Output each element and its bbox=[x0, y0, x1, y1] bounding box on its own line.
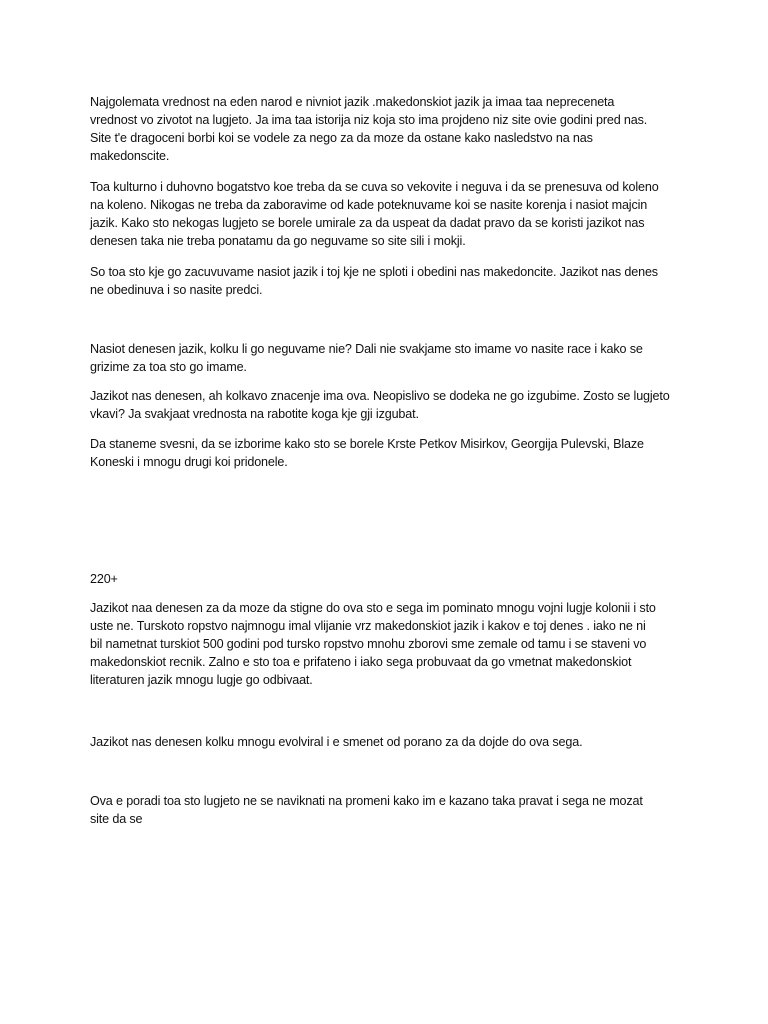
paragraph-10 bbox=[90, 792, 676, 828]
paragraph-line: vrednost vo zivotot na lugjeto. Ja ima taa istorija niz koja sto ima projdeno niz site ovie godini pred nas. bbox=[90, 113, 648, 127]
paragraph-line: denesen taka nie treba ponatamu da go neguvame so site sili i mokji. bbox=[90, 234, 466, 248]
paragraph-line: 220+ bbox=[90, 572, 118, 586]
paragraph-1 bbox=[90, 93, 676, 165]
document-page bbox=[90, 0, 676, 1024]
paragraph-line: Jazikot naa denesen za da moze da stigne do ova sto e sega im pominato mnogu vojni lugje kolonii i sto bbox=[90, 601, 656, 615]
paragraph-3 bbox=[90, 263, 676, 299]
paragraph-7 bbox=[90, 570, 676, 588]
paragraph-line: Toa kulturno i duhovno bogatstvo koe treba da se cuva so vekovite i neguva i da se prenesuva od koleno bbox=[90, 180, 659, 194]
paragraph-line: Jazikot nas denesen kolku mnogu evolviral i e smenet od porano za da dojde do ova sega. bbox=[90, 735, 583, 749]
paragraph-line: uste ne. Turskoto ropstvo najmnogu imal vlijanie vrz makedonskiot jazik i kakov e toj denes . iako ne ni bbox=[90, 619, 646, 633]
paragraph-line: ne obedinuva i so nasite predci. bbox=[90, 283, 263, 297]
paragraph-line: Jazikot nas denesen, ah kolkavo znacenje ima ova. Neopislivo se dodeka ne go izgubime. Zosto se lugjeto bbox=[90, 389, 670, 403]
paragraph-line: na koleno. Nikogas ne treba da zaboravime od kade poteknuvame koi se nasite korenja i nasiot majcin bbox=[90, 198, 648, 212]
paragraph-line: site da se bbox=[90, 812, 143, 826]
paragraph-5 bbox=[90, 387, 676, 423]
paragraph-line: Nasiot denesen jazik, kolku li go neguvame nie? Dali nie svakjame sto imame vo nasite race i kako se bbox=[90, 342, 643, 356]
paragraph-2 bbox=[90, 178, 676, 250]
paragraph-6 bbox=[90, 435, 676, 471]
paragraph-line: Ova e poradi toa sto lugjeto ne se naviknati na promeni kako im e kazano taka pravat i sega ne mozat bbox=[90, 794, 643, 808]
paragraph-line: Da staneme svesni, da se izborime kako sto se borele Krste Petkov Misirkov, Georgija Pulevski, Blaze bbox=[90, 437, 644, 451]
paragraph-9 bbox=[90, 733, 676, 751]
paragraph-line: So toa sto kje go zacuvuvame nasiot jazik i toj kje ne sploti i obedini nas makedoncite. Jazikot nas denes bbox=[90, 265, 658, 279]
paragraph-line: bil nametnat turskiot 500 godini pod tursko ropstvo mnohu zborovi sme zemale od tamu i se staveni vo bbox=[90, 637, 647, 651]
paragraph-line: vkavi? Ja svakjaat vrednosta na rabotite koga kje gji izgubat. bbox=[90, 407, 419, 421]
paragraph-line: makedonscite. bbox=[90, 149, 170, 163]
paragraph-line: jazik. Kako sto nekogas lugjeto se borele umirale za da uspeat da dadat pravo da se koristi jazikot nas bbox=[90, 216, 645, 230]
paragraph-line: grizime za toa sto go imame. bbox=[90, 360, 247, 374]
paragraph-4 bbox=[90, 340, 676, 376]
paragraph-line: makedonskiot recnik. Zalno e sto toa e prifateno i iako sega probuvaat da go vmetnat makedonskiot bbox=[90, 655, 632, 669]
paragraph-line: Koneski i mnogu drugi koi pridonele. bbox=[90, 455, 288, 469]
paragraph-8 bbox=[90, 599, 676, 689]
paragraph-line: Site t'e dragoceni borbi koi se vodele za nego za da moze da ostane kako nasledstvo na nas bbox=[90, 131, 593, 145]
paragraph-line: Najgolemata vrednost na eden narod e nivniot jazik .makedonskiot jazik ja imaa taa nepreceneta bbox=[90, 95, 615, 109]
paragraph-line: literaturen jazik mnogu lugje go odbivaat. bbox=[90, 673, 313, 687]
